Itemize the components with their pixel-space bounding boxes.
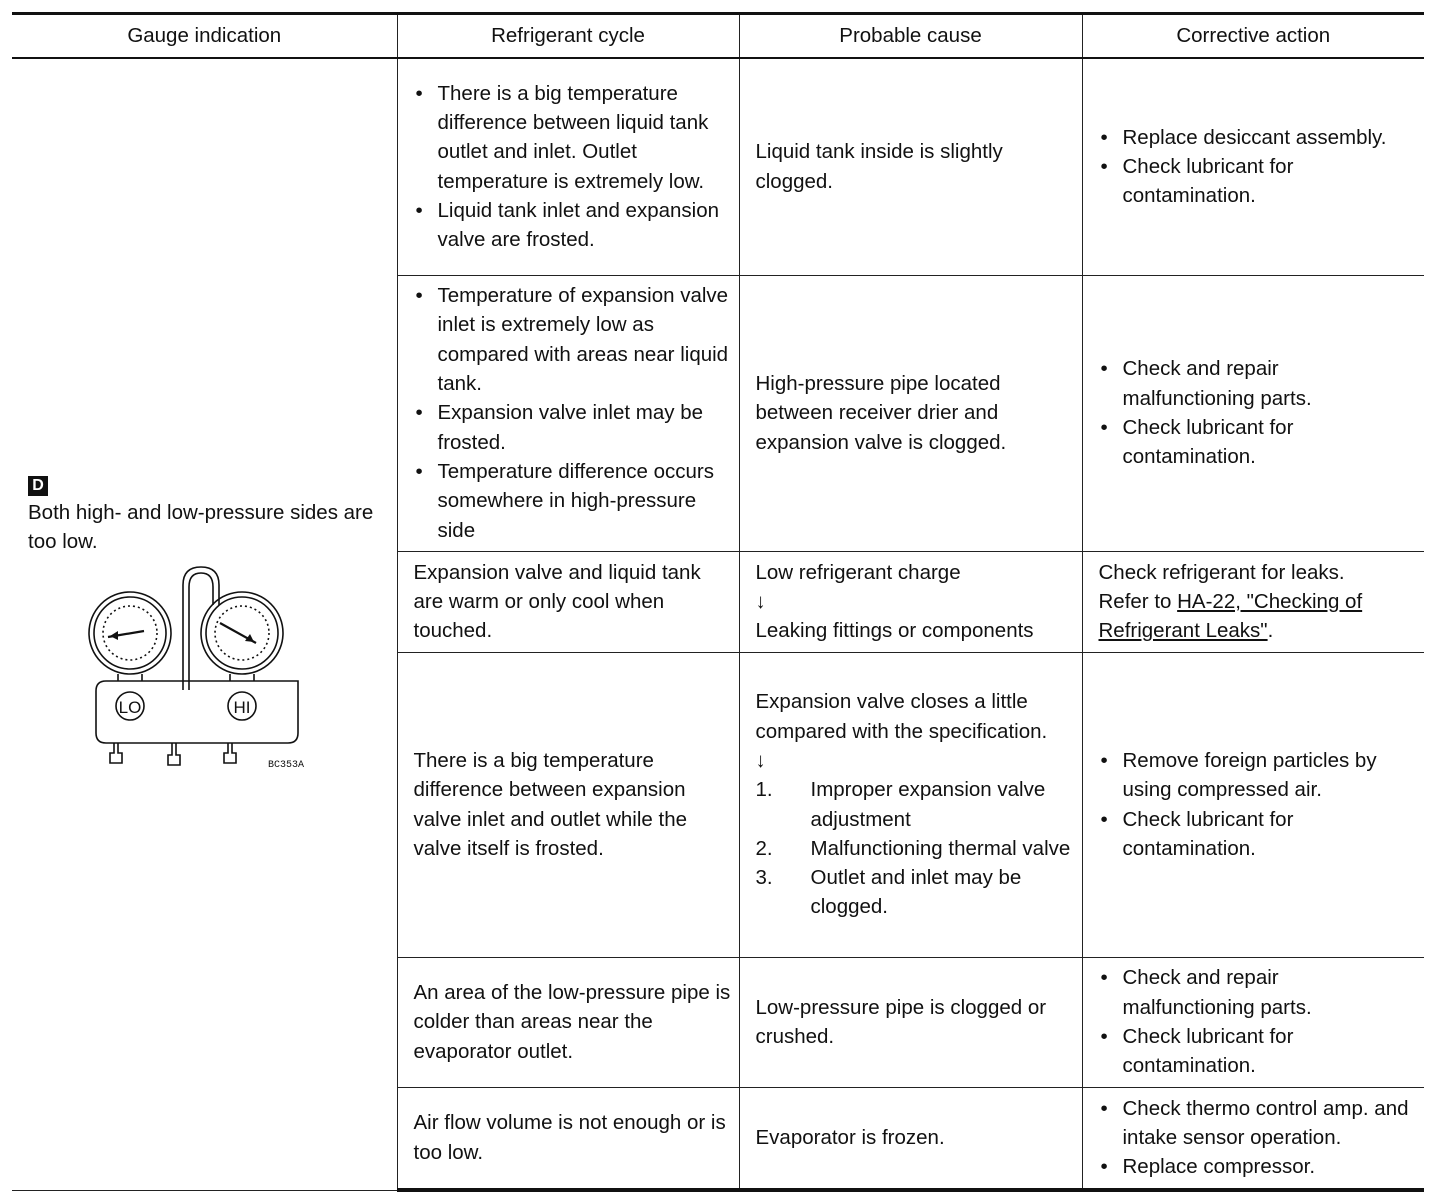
list-item: • Check lubricant for contamination. [1099,1022,1417,1081]
cause-line: Expansion valve closes a little compared with the specification. [755,690,1048,743]
list-item: • Check lubricant for contamination. [1099,805,1417,864]
list-item: • Temperature of expansion valve inlet is extremely low as compared with areas near liquid tank. [414,281,731,398]
cause-cell: Evaporator is frozen. [739,1087,1082,1190]
cause-line: Leaking fittings or components [755,619,1034,643]
action-line [1099,587,1417,646]
action-cell [1082,1087,1424,1190]
gauge-badge: D [28,476,48,496]
cause-cell [739,652,1082,957]
list-item: 2. Malfunctioning thermal valve [755,836,1071,860]
list-item: • Check lubricant for contamination. [1099,413,1417,472]
refer-suffix: . [1267,619,1274,643]
diagnosis-table [12,12,1424,1192]
cause-cell: Low-pressure pipe is clogged or crushed. [739,957,1082,1087]
cycle-cell: Expansion valve and liquid tank are warm or only cool when touched. [397,551,739,652]
list-item: • Temperature difference occurs somewhere in high-pressure side [414,457,731,545]
cause-cell: Liquid tank inside is slightly clogged. [739,58,1082,275]
table-row [12,58,1424,275]
list-item: • There is a big temperature difference between liquid tank outlet and inlet. Outlet temperature is extremely low. [414,79,731,196]
cycle-cell [397,58,739,275]
action-cell [1082,58,1424,275]
gauge-indication-cell [12,58,397,1190]
arrow-down-icon: ↓ [755,589,766,613]
list-item: • Check thermo control amp. and intake sensor operation. [1099,1094,1417,1153]
cycle-cell: There is a big temperature difference between expansion valve inlet and outlet while the valve itself is frosted. [397,652,739,957]
list-item: • Expansion valve inlet may be frosted. [414,398,731,457]
list-item: • Check and repair malfunctioning parts. [1099,963,1417,1022]
arrow-down-icon: ↓ [755,748,766,772]
list-item: • Remove foreign particles by using compressed air. [1099,746,1417,805]
manifold-gauge-icon [88,565,318,780]
header-action: Corrective action [1082,14,1424,59]
cause-line: Low refrigerant charge [755,560,961,584]
list-item: • Check and repair malfunctioning parts. [1099,354,1417,413]
list-item: 3. Outlet and inlet may be clogged. [755,866,1022,919]
action-cell [1082,551,1424,652]
header-cycle: Refrigerant cycle [397,14,739,59]
list-item: • Replace compressor. [1099,1152,1417,1181]
cause-cell: High-pressure pipe located between receiver drier and expansion valve is clogged. [739,275,1082,551]
list-item: 1. Improper expansion valve adjustment [755,778,1046,831]
list-item: • Liquid tank inlet and expansion valve are frosted. [414,196,731,255]
gauge-description: Both high- and low-pressure sides are too low. [28,501,374,554]
hi-label: HI [233,697,251,717]
refer-prefix: Refer to [1098,589,1178,613]
action-cell [1082,652,1424,957]
cycle-cell: An area of the low-pressure pipe is colder than areas near the evaporator outlet. [397,957,739,1087]
header-row [12,14,1424,59]
lo-label: LO [118,697,142,717]
action-line: Check refrigerant for leaks. [1098,560,1345,584]
list-item: • Replace desiccant assembly. [1099,123,1417,152]
leak-check-link[interactable]: HA-22, "Checking of Refrigerant Leaks" [1098,589,1363,643]
action-cell [1082,957,1424,1087]
list-item: • Check lubricant for contamination. [1099,152,1417,211]
header-cause: Probable cause [739,14,1082,59]
cycle-cell [397,275,739,551]
header-gauge: Gauge indication [12,14,397,59]
cycle-cell: Air flow volume is not enough or is too low. [397,1087,739,1190]
cause-cell [739,551,1082,652]
figure-code: BC353A [268,759,305,771]
action-cell [1082,275,1424,551]
